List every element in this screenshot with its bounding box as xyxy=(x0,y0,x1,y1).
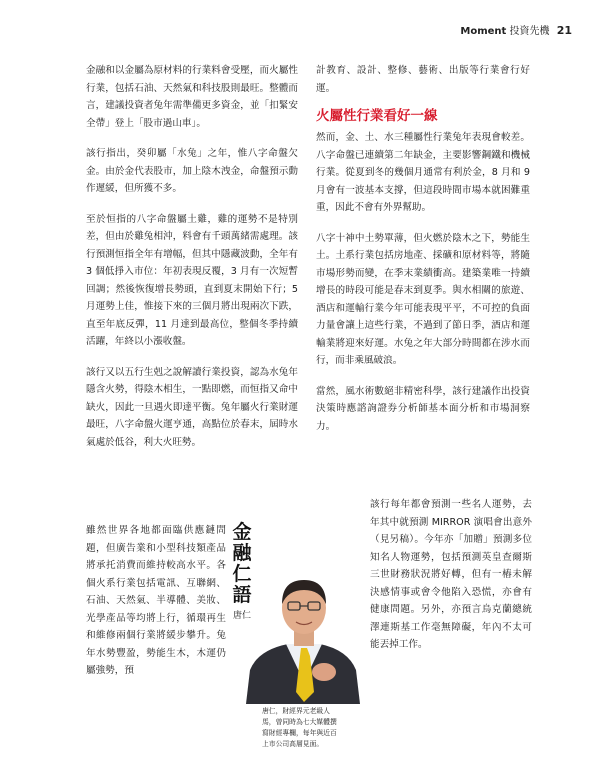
lower-right-text xyxy=(370,496,532,654)
paragraph: 金融和以金屬為原材料的行業料會受壓，而火屬性行業，包括石油、天然氣和科技股則最旺。整體而言，建議投資者兔年需準備更多資金，並「扣緊安全帶」登上「股市過山車」。 xyxy=(86,65,298,129)
page-header xyxy=(460,22,572,37)
left-column xyxy=(86,62,298,464)
paragraph: 至於恒指的八字命盤屬土雞，雞的運勢不是特別差，但由於雞兔相沖，料會有千頭萬緒需處理。該行預測恒指全年有增幅，但其中隱藏波動，全年有 3 個低掙入市位：年初表現反覆，3 月有一次短暫回調；然後恢復增長勢頭，直到夏末開始下行；5 月運勢上佳，惟接下來的三個月將出現兩次下跌，直至年底反彈，11 月達到最高位，整個冬季持續活躍，年終以小漲收盤。 xyxy=(86,213,298,347)
section-title: 火屬性行業看好一線 xyxy=(316,108,438,124)
paragraph: 雖然世界各地都面臨供應鏈問題，但廣告業和小型科技類產品將承托消費而維持較高水平。各個火系行業包括電訊、互聯網、石油、天然氣、半導體、美妝、光學產品等均將上行，循環再生和維修兩個行業將緩步攀升。兔年水勢豐盈，勢能生木，木運仍屬強勢，預 xyxy=(86,525,226,676)
author-name: 唐仁 xyxy=(232,611,251,621)
paragraph: 計教育、設計、整修、藝術、出版等行業會行好運。 xyxy=(316,65,530,94)
page-number: 21 xyxy=(556,24,572,37)
paragraph: 八字十神中土勢單薄，但火燃於陰木之下，勢能生土。土系行業包括房地產、採礦和原材料等，將隨市場形勢而變，在季末業績衝高。建築業唯一持續增長的時段可能是春末到夏季。與水相關的旅遊、酒店和運輸行業今年可能表現平平，不可控的負面力量會讓上這些行業，不過到了節日季，酒店和運輸業將迎來好運。水兔之年大部分時間都在涉水而行，而非乘風破浪。 xyxy=(316,232,530,366)
paragraph: 當然，風水術數絕非精密科學，該行建議作出投資決策時應諮詢證券分析師基本面分析和市場洞察力。 xyxy=(316,385,530,432)
paragraph: 該行指出，癸卯屬「水兔」之年，惟八字命盤欠金。由於金代表股市，加上陰木洩金，命盤預示動作遲緩，但所獲不多。 xyxy=(86,148,298,194)
right-column xyxy=(316,62,530,448)
paragraph: 然而，金、土、水三種屬性行業兔年表現會較差。八字命盤已連續第二年缺金，主要影響鋼鐵和機械行業。從夏到冬的幾個月通常有利於金，8 月和 9 月會有一波基本支撐，但這段時間市場本就困難重重，因此不會有外界幫助。 xyxy=(316,132,530,213)
paragraph: 該行又以五行生剋之說解讀行業投資，認為水兔年隱含火勢，得陰木相生，一點即燃，而恒指又命中缺火，因此一旦遇火即達平衡。兔年屬火行業財運最旺，八字命盤火運亨通，高點位於春末，屆時水氣處於低谷，利大火旺勢。 xyxy=(86,366,298,448)
column-title: 金融仁語 xyxy=(232,521,252,606)
column-byline xyxy=(230,522,254,622)
photo-caption: 唐仁，財經界元老級人馬，曾同時為七大媒體撰寫財經專欄，每年與近百上市公司高層見面。 xyxy=(262,707,337,748)
paragraph: 該行每年都會預測一些名人運勢，去年其中就預測 MIRROR 演唱會出意外（見另稿）。今年亦「加贈」預測多位知名人物運勢，包括預測英皇查爾斯三世財務狀況將好轉，但有一樁未解決感情事或會令他陷入恐慌，亦會有健康問題。另外，亦預言烏克蘭總統澤連斯基工作毫無障礙，年內不太可能丟掉工作。 xyxy=(370,499,532,650)
section-name: 投資先機 xyxy=(509,26,550,37)
lower-left-text xyxy=(86,522,226,680)
publication-name: Moment xyxy=(460,26,507,37)
